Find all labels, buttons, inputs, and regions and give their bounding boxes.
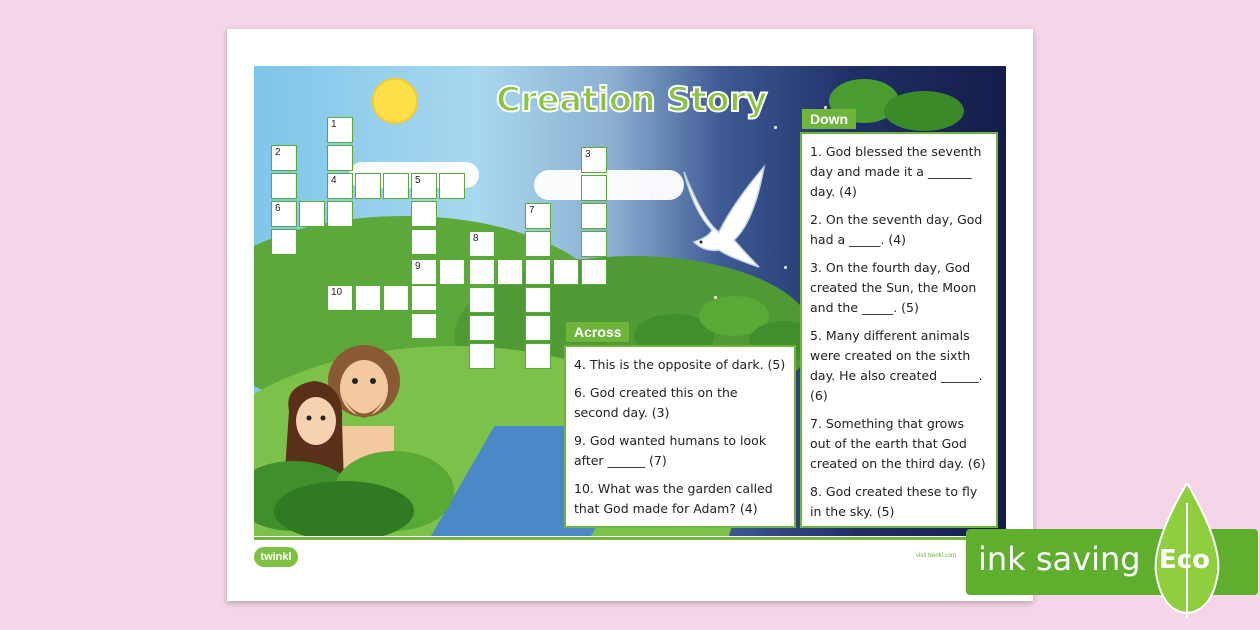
crossword-cell[interactable] — [469, 231, 495, 257]
clue-number: 6 — [275, 203, 281, 214]
crossword-cell[interactable] — [271, 201, 297, 227]
clue-number: 4 — [331, 175, 337, 186]
footer-divider — [254, 537, 1006, 540]
across-clue: 9. God wanted humans to look after ______ (7) — [574, 433, 767, 468]
crossword-cell[interactable] — [581, 231, 607, 257]
down-clue: 3. On the fourth day, God created the Sun, the Moon and the _____. (5) — [810, 260, 977, 315]
page-title: Creation Story — [496, 80, 768, 120]
crossword-cell[interactable] — [411, 229, 437, 255]
down-heading: Down — [802, 109, 856, 129]
across-clue: 10. What was the garden called that God made for Adam? (4) — [574, 481, 773, 516]
across-clues-panel — [564, 345, 796, 528]
clue-number: 3 — [585, 149, 591, 160]
crossword-cell[interactable] — [327, 285, 353, 311]
down-clue: 2. On the seventh day, God had a _____. (4) — [810, 212, 983, 247]
crossword-cell[interactable] — [581, 259, 607, 285]
crossword-cell[interactable] — [469, 343, 495, 369]
down-clue: 5. Many different animals were created on the sixth day. He also created ______. (6) — [810, 328, 983, 403]
clue-number: 8 — [473, 233, 479, 244]
crossword-cell[interactable] — [469, 259, 495, 285]
down-clue: 7. Something that grows out of the earth that God created on the third day. (6) — [810, 416, 986, 471]
down-clue: 8. God created these to fly in the sky. (5) — [810, 484, 978, 519]
crossword-cell[interactable] — [525, 315, 551, 341]
clue-number: 7 — [529, 205, 535, 216]
clue-number: 1 — [331, 119, 337, 130]
down-clues-panel — [800, 132, 998, 528]
crossword-cell[interactable] — [327, 201, 353, 227]
crossword-cell[interactable] — [383, 285, 409, 311]
down-clue: 1. God blessed the seventh day and made it a _______ day. (4) — [810, 144, 982, 199]
crossword-cell[interactable] — [581, 203, 607, 229]
visit-link[interactable]: visit twinkl.com — [916, 553, 957, 559]
crossword-cell[interactable] — [525, 287, 551, 313]
crossword-cell[interactable] — [411, 173, 437, 199]
crossword-cell[interactable] — [271, 229, 297, 255]
crossword-cell[interactable] — [553, 259, 579, 285]
crossword-cell[interactable] — [439, 173, 465, 199]
across-clue: 4. This is the opposite of dark. (5) — [574, 357, 786, 372]
sun-illustration — [372, 78, 418, 124]
crossword-cell[interactable] — [469, 287, 495, 313]
crossword-cell[interactable] — [271, 173, 297, 199]
crossword-cell[interactable] — [327, 145, 353, 171]
crossword-cell[interactable] — [355, 173, 381, 199]
clue-number: 2 — [275, 147, 281, 158]
adam-and-eve-illustration — [254, 326, 464, 536]
crossword-cell[interactable] — [497, 259, 523, 285]
crossword-cell[interactable] — [327, 173, 353, 199]
across-heading: Across — [566, 322, 629, 342]
crossword-cell[interactable] — [469, 315, 495, 341]
crossword-cell[interactable] — [327, 117, 353, 143]
cloud-illustration — [534, 170, 684, 200]
crossword-cell[interactable] — [411, 285, 437, 311]
star-icon — [774, 126, 777, 129]
clue-number: 10 — [331, 287, 343, 298]
twinkl-logo: twinkl — [254, 547, 298, 567]
crossword-cell[interactable] — [525, 259, 551, 285]
crossword-cell[interactable] — [411, 201, 437, 227]
crossword-cell[interactable] — [411, 259, 437, 285]
crossword-cell[interactable] — [299, 201, 325, 227]
crossword-cell[interactable] — [355, 285, 381, 311]
ink-saving-label: ink saving — [978, 540, 1141, 578]
crossword-cell[interactable] — [525, 231, 551, 257]
clue-number: 9 — [415, 261, 421, 272]
crossword-cell[interactable] — [525, 343, 551, 369]
across-clue: 6. God created this on the second day. (3) — [574, 385, 738, 420]
clue-number: 5 — [415, 175, 421, 186]
crossword-cell[interactable] — [271, 145, 297, 171]
crossword-cell[interactable] — [383, 173, 409, 199]
crossword-cell[interactable] — [411, 313, 437, 339]
crossword-cell[interactable] — [581, 175, 607, 201]
star-icon — [654, 196, 657, 199]
crossword-cell[interactable] — [439, 259, 465, 285]
crossword-cell[interactable] — [581, 147, 607, 173]
eco-label: Eco — [1159, 545, 1211, 575]
crossword-cell[interactable] — [525, 203, 551, 229]
